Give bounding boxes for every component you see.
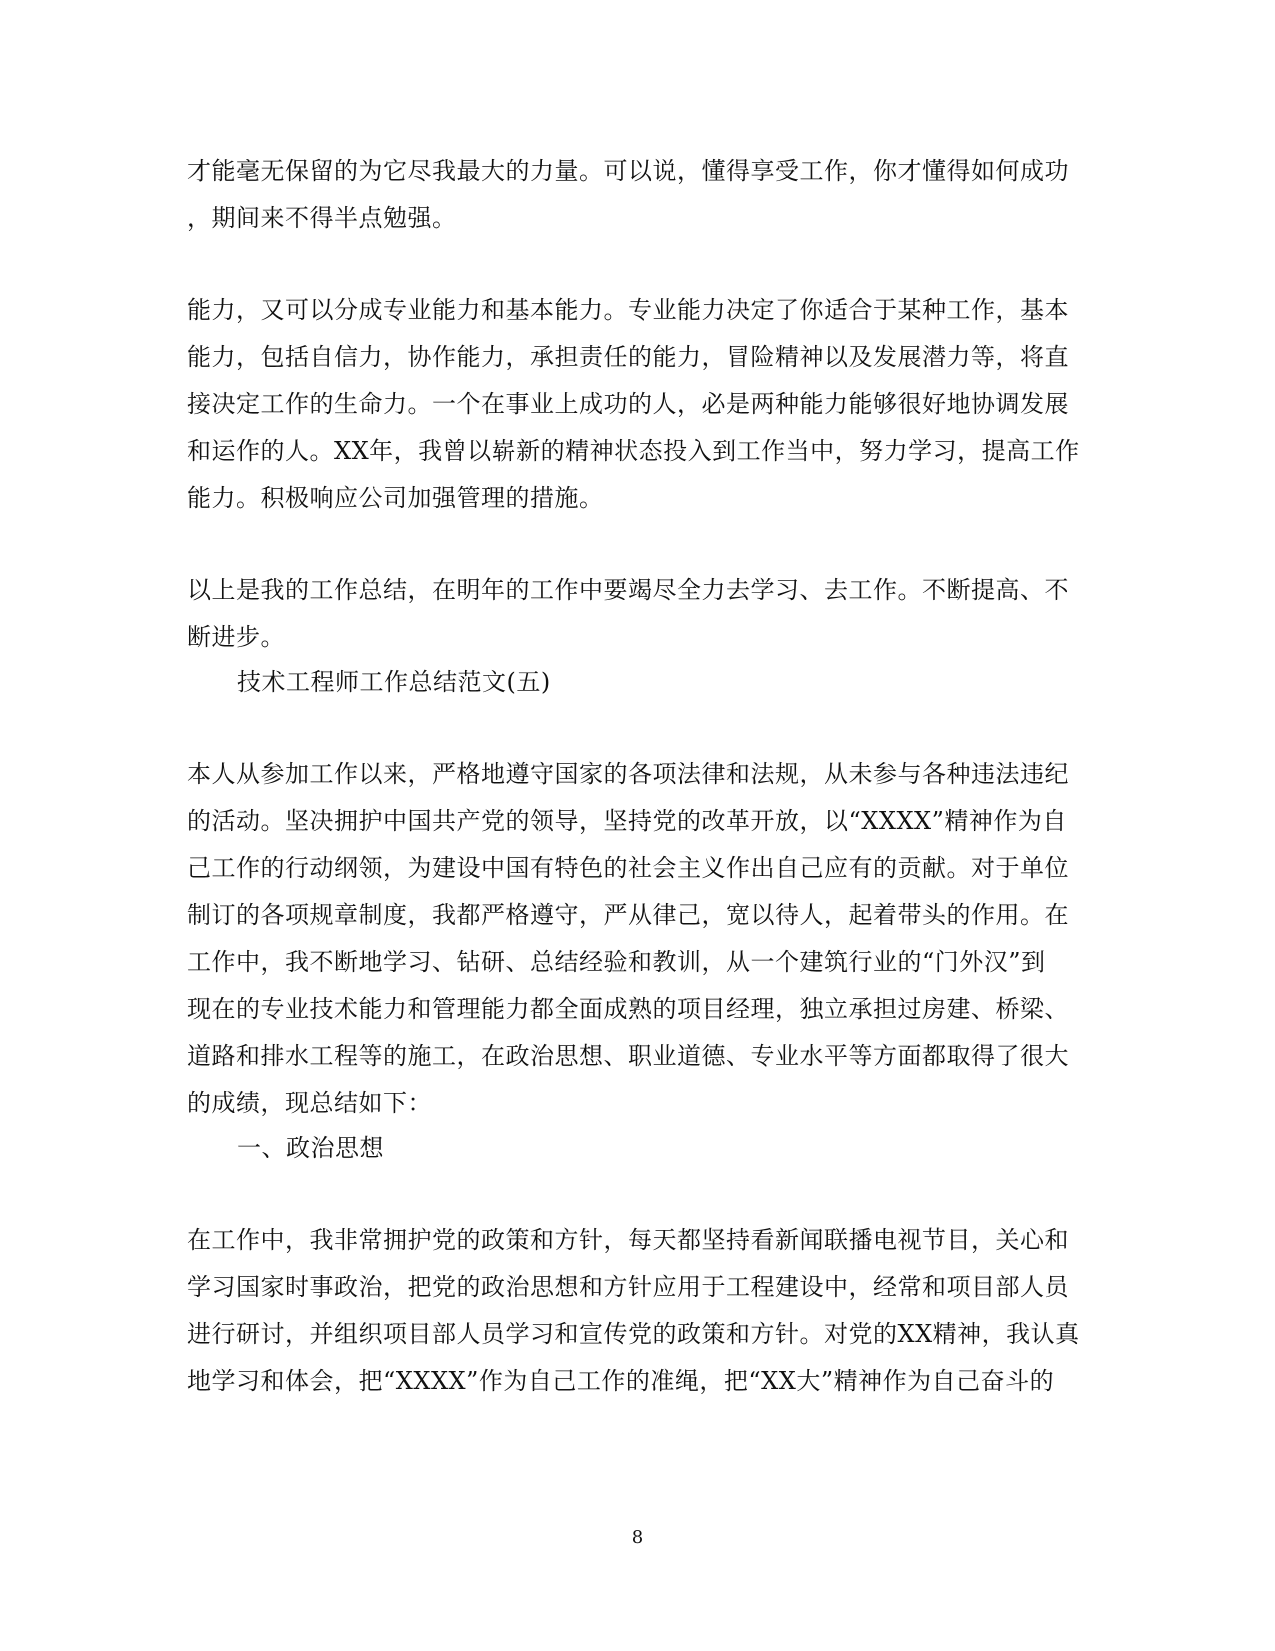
text-line: 和运作的人。XX年，我曾以崭新的精神状态投入到工作当中，努力学习，提高工作	[187, 437, 1080, 465]
text-line: 在工作中，我非常拥护党的政策和方针，每天都坚持看新闻联播电视节目，关心和	[187, 1226, 1069, 1254]
text-line: 工作中，我不断地学习、钻研、总结经验和教训，从一个建筑行业的“门外汉”到	[187, 948, 1046, 976]
text-line: 以上是我的工作总结，在明年的工作中要竭尽全力去学习、去工作。不断提高、不	[187, 576, 1069, 604]
text-line: 进行研讨，并组织项目部人员学习和宣传党的政策和方针。对党的XX精神，我认真	[187, 1320, 1080, 1348]
text-line: 现在的专业技术能力和管理能力都全面成熟的项目经理，独立承担过房建、桥梁、	[187, 995, 1069, 1023]
text-line: 的成绩，现总结如下：	[187, 1089, 432, 1117]
text-line: 本人从参加工作以来，严格地遵守国家的各项法律和法规，从未参与各种违法违纪	[187, 760, 1069, 788]
page-number: 8	[631, 1527, 644, 1548]
text-line: 能力。积极响应公司加强管理的措施。	[187, 484, 604, 512]
text-line: 道路和排水工程等的施工，在政治思想、职业道德、专业水平等方面都取得了很大	[187, 1042, 1069, 1070]
text-line: 能力，又可以分成专业能力和基本能力。专业能力决定了你适合于某种工作，基本	[187, 296, 1069, 324]
text-line: 断进步。	[187, 623, 285, 651]
text-line: 才能毫无保留的为它尽我最大的力量。可以说，懂得享受工作，你才懂得如何成功	[187, 157, 1069, 185]
section-heading: 一、政治思想	[237, 1134, 384, 1162]
text-line: 制订的各项规章制度，我都严格遵守，严从律己，宽以待人，起着带头的作用。在	[187, 901, 1069, 929]
section-title: 技术工程师工作总结范文(五)	[237, 668, 551, 696]
text-line: 的活动。坚决拥护中国共产党的领导，坚持党的改革开放，以“XXXX”精神作为自	[187, 807, 1067, 835]
text-line: ，期间来不得半点勉强。	[187, 204, 457, 232]
text-line: 接决定工作的生命力。一个在事业上成功的人，必是两种能力能够很好地协调发展	[187, 390, 1069, 418]
text-line: 地学习和体会，把“XXXX”作为自己工作的准绳，把“XX大”精神作为自己奋斗的	[187, 1367, 1055, 1395]
text-line: 己工作的行动纲领，为建设中国有特色的社会主义作出自己应有的贡献。对于单位	[187, 854, 1069, 882]
text-line: 学习国家时事政治，把党的政治思想和方针应用于工程建设中，经常和项目部人员	[187, 1273, 1069, 1301]
text-line: 能力，包括自信力，协作能力，承担责任的能力，冒险精神以及发展潜力等，将直	[187, 343, 1069, 371]
